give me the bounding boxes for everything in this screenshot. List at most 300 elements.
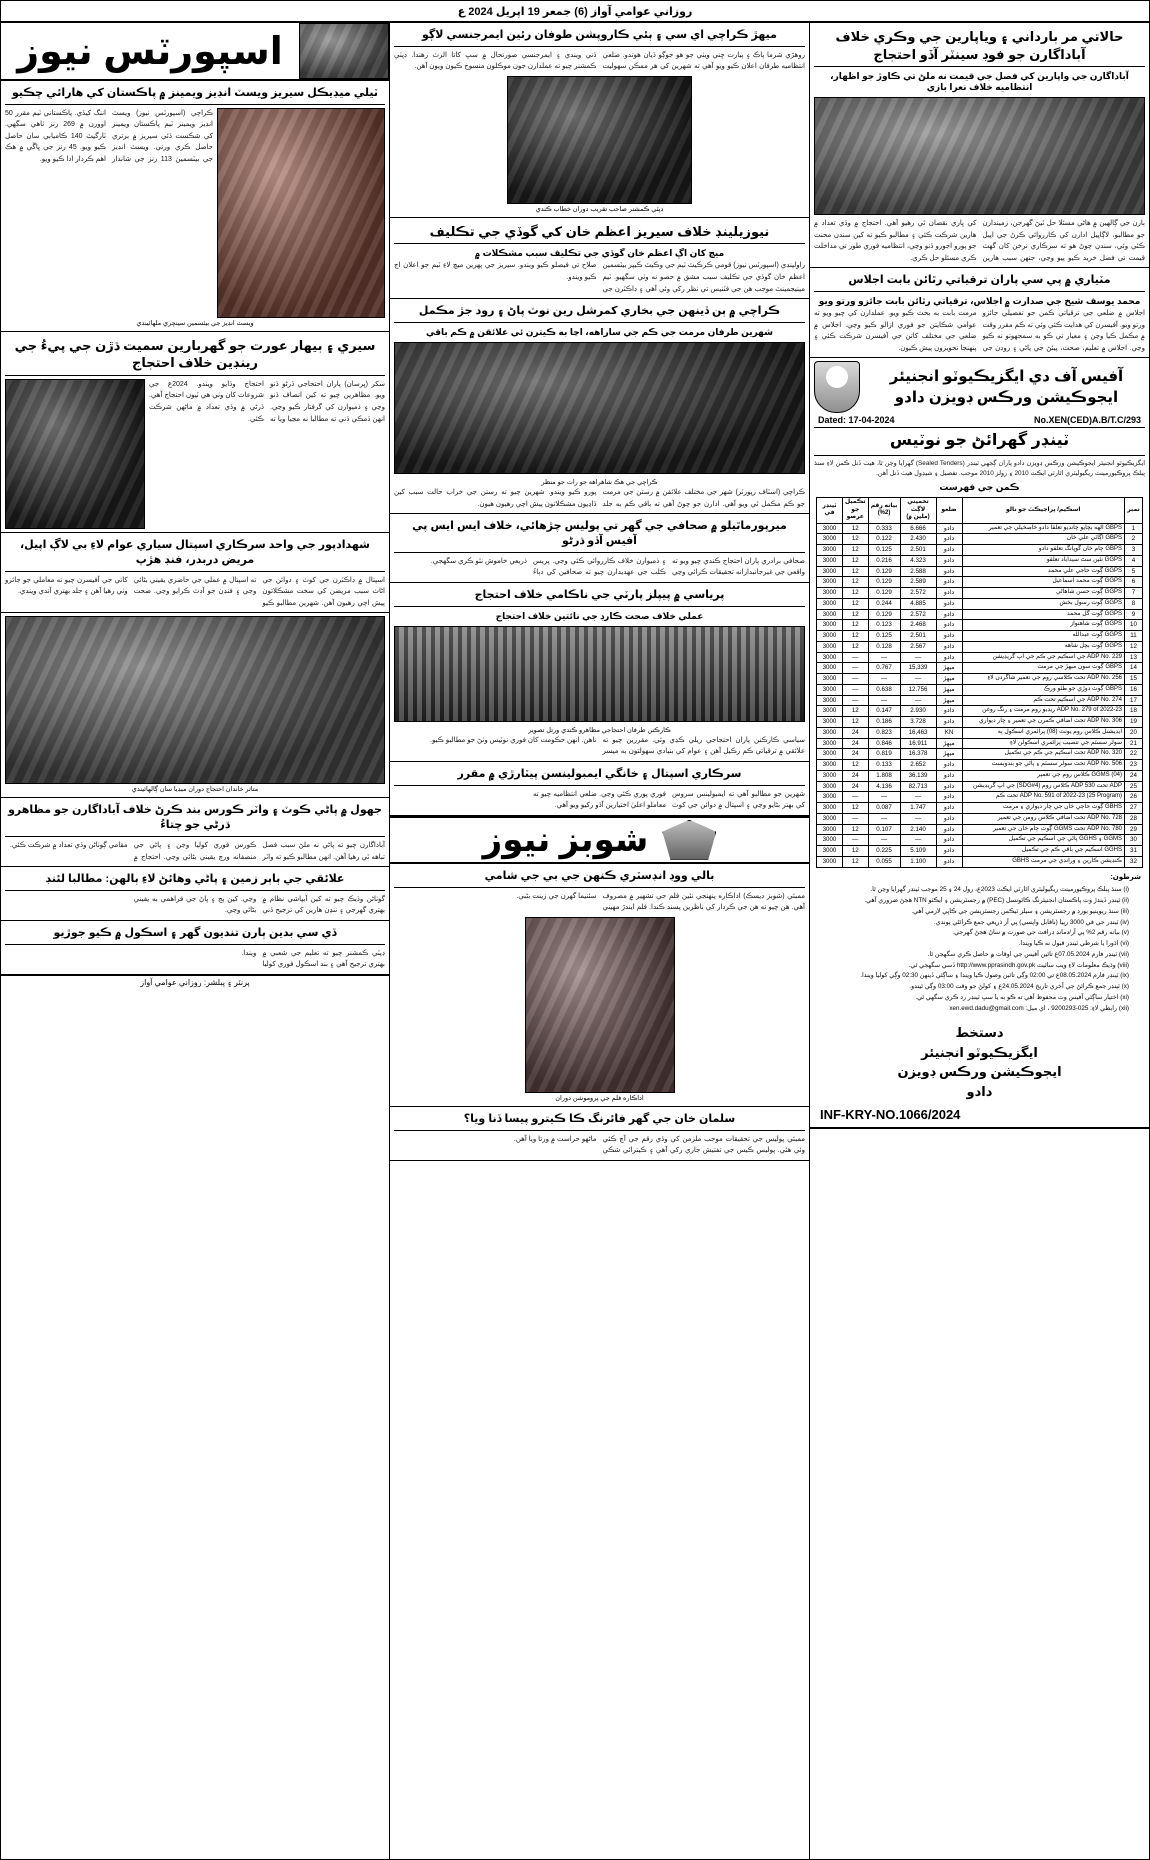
table-cell: دادو [936,588,962,599]
sports-banner-photo [299,23,389,79]
column-left [1,23,389,1859]
table-cell: 12 [843,641,869,652]
table-cell: ميهڙ [936,738,962,749]
table-cell: دادو [936,792,962,803]
table-cell: 1.747 [900,803,936,814]
table-cell: 0.638 [868,684,900,695]
table-cell: دادو [936,555,962,566]
table-cell: 12.756 [900,684,936,695]
table-cell: 12 [843,803,869,814]
table-cell: — [900,813,936,824]
lead-story [810,23,1149,268]
table-cell: 3000 [817,835,843,846]
table-row [817,738,1143,749]
sports5-headline: علائقي جي ٻاٻر زمين ۽ پاڻي وهائڻ لاءِ ٻالهن: مطالبا لئنڊ [5,870,385,891]
table-cell: 3000 [817,523,843,534]
table-cell: 0.129 [868,609,900,620]
sports6-headline: ڏي سي بدين ٻارن تنديون گهر ۽ اسڪول ۾ ڪيو جوڙيو [5,924,385,945]
table-cell: 0.244 [868,598,900,609]
table-cell: 5.109 [900,846,936,857]
table-cell: GGPS ڳوٺ حاجي علي محمد [962,566,1124,577]
table-cell: — [868,835,900,846]
term-item: (ix) ٽينڊر فارم 08.05.2024ع تي 02:00 وڳي تائين وصول ڪيا ويندا ۽ ساڳئي ڏينهن 02:30 وڳي کوليا ويندا. [860,972,1129,980]
lead-photo [814,97,1145,215]
table-cell: 3 [1125,545,1143,556]
table-cell: ADP No. 728 تحت اضافي ڪلاس رومن جي تعمير [962,813,1124,824]
sports-story-3 [1,533,389,613]
table-row [817,555,1143,566]
table-cell: 12 [843,760,869,771]
table-cell: — [868,674,900,685]
table-cell: 24 [1125,770,1143,781]
table-cell: 12 [843,856,869,867]
table-cell: — [843,695,869,706]
table-cell: 12 [843,620,869,631]
sports-story-5 [1,867,389,921]
player-photo [5,379,145,529]
table-cell: 1.100 [900,856,936,867]
table-cell: 4.136 [868,781,900,792]
table-cell: ADP No. 306 تحت اضافي ڪمرن جي تعمير ۽ چار ديواري [962,717,1124,728]
table-row [817,813,1143,824]
table-cell: 16,463 [900,727,936,738]
showbiz-story-2 [390,1107,809,1161]
showbiz-body-2: ممبئي پوليس جي تحقيقات موجب ملزمن کي وڏي رقم جي آڇ ڪئي وئي هئي. پوليس ڪيس جي تفتيش جاري رکي آهي ۽ ڪيترائي شڪي ماڻهو حراست ۾ ورتا ويا آهن. [513,1135,805,1155]
table-cell: 23 [1125,760,1143,771]
table-row [817,717,1143,728]
th-fee: ٽينڊر في [817,498,843,524]
table-cell: 0.147 [868,706,900,717]
table-cell: 3000 [817,770,843,781]
table-cell: 3000 [817,684,843,695]
table-cell: 2.430 [900,534,936,545]
table-cell: 3000 [817,588,843,599]
family-photo [5,616,385,784]
table-cell: — [868,792,900,803]
table-cell: ADP No. 279 of 2022-23 ريڊيو روم مرمت ۽ رنگ روغن [962,706,1124,717]
table-cell: 2.652 [900,760,936,771]
table-cell: GBHS ڳوٺ حاجي خان جي چار ديواري ۽ مرمت [962,803,1124,814]
table-cell: 12 [843,609,869,620]
table-row [817,727,1143,738]
table-row [817,824,1143,835]
table-row [817,674,1143,685]
table-cell: — [843,663,869,674]
masthead [1,1,1149,23]
sports-banner [1,23,389,81]
showbiz-logo-icon [662,820,716,860]
table-cell: GGPS ڳوٺ محمد اسماعيل [962,577,1124,588]
table-cell: 3000 [817,813,843,824]
sports5-body: گوٺاڻن وڌيڪ چيو ته کين آبپاشي نظام ۾ بهتري گهرجي ۽ ننڍن هارين کي ترجيح ڏني وڃي. کين ٻج ۽ ڀاڻ جي فراهمي به يقيني بڻائي وڃي. [133,895,385,915]
table-cell: — [843,835,869,846]
table-cell: 2.572 [900,588,936,599]
sports-story-2 [1,332,389,533]
table-cell: GBPS ڳوٺ دوڙي جو طئو ورڪ [962,684,1124,695]
table-cell: 2.567 [900,641,936,652]
terms-title: شرطون: [1110,873,1141,881]
actress-photo [525,917,675,1093]
table-cell: دادو [936,856,962,867]
table-cell: 3000 [817,856,843,867]
table-row [817,770,1143,781]
signature-line2: ايگزيڪيوٽو انجنيئر [921,1044,1038,1060]
table-cell: 0.186 [868,717,900,728]
table-cell: 24 [843,727,869,738]
sports-banner-title: اسپورٽس نيوز [17,30,283,73]
table-cell: 3000 [817,534,843,545]
table-cell: 12 [843,824,869,835]
family-caption: متاثر خاندان احتجاج دوران ميڊيا سان ڳالهائيندي [131,786,259,794]
table-cell: — [900,695,936,706]
table-row [817,846,1143,857]
table-cell: GBPS ڳوٺ سون ميهڙ جي مرمت [962,663,1124,674]
table-row [817,835,1143,846]
table-cell: 13 [1125,652,1143,663]
notice-ref-row [814,413,1145,427]
table-cell: 2.468 [900,620,936,631]
mid-section4-headline: ميرپورماٿيلو ۾ صحافي جي گهر تي پوليس چڙهائي، خلاف ايس ايس پي آفيس آڏو ڌرڻو [394,517,805,553]
table-cell: 4 [1125,555,1143,566]
table-cell: 2.140 [900,824,936,835]
table-row [817,684,1143,695]
table-cell: 22 [1125,749,1143,760]
masthead-text: روزاني عوامي آواز (6) جمعر 19 اپريل 2024 ع [457,5,693,18]
table-cell: 5 [1125,566,1143,577]
mid-section6-body: شهرين جو مطالبو آهي ته ايمبولينس سروس کي بهتر بڻايو وڃي ۽ اسپتال ۾ دوائن جي کوٽ فوري پوري ڪئي وڃي. ضلعي انتظاميه چيو ته معاملو اعليٰ اختيارين آڏو رکيو ويو آهي. [533,790,805,810]
table-cell: 1.808 [868,770,900,781]
mid-section6-headline: سرڪاري اسپتال ۽ خانگي ايمبولينسن پيٽارڙي ۾ مقرر [394,765,805,786]
table-row [817,652,1143,663]
table-cell: 24 [843,770,869,781]
table-cell: 12 [843,631,869,642]
table-row [817,598,1143,609]
showbiz-story-1 [390,864,809,1107]
table-cell: 0.846 [868,738,900,749]
table-cell: دادو [936,835,962,846]
table-cell: دادو [936,803,962,814]
table-cell: 2.930 [900,706,936,717]
table-cell: 0.125 [868,545,900,556]
table-cell: — [900,792,936,803]
table-row [817,534,1143,545]
table-cell: 12 [1125,641,1143,652]
table-row [817,749,1143,760]
table-cell: 3000 [817,717,843,728]
table-cell: 3000 [817,781,843,792]
table-cell: دادو [936,631,962,642]
table-cell: 12 [843,534,869,545]
table-cell: 3000 [817,738,843,749]
table-cell: ميهڙ [936,749,962,760]
sports-body: ڪراچي (اسپورٽس نيوز) ويسٽ انڊيز ويمينز ٽيم پاڪستان ويمينز کي شڪست ڏئي سيريز ۾ برتري حاصل ڪري ورتي. ويسٽ انڊيز جي بيٽسمين 113 رنز جي شاندار اننگ کيڏي. پاڪستاني ٽيم مقرر 50 اوورن ۾ 269 رنز ٺاهي سگهي. ٽارگيٽ 140 ڪاميابي سان حاصل ڪيو ويو. 45 رنز جي ڀاڱي ۾ هڪ اهم ڪردار ادا ڪيو ويو. [5,109,213,164]
th-scheme: اسڪيم/ پراجيڪٽ جو نالو [962,498,1124,524]
table-row [817,566,1143,577]
table-cell: 3000 [817,652,843,663]
table-cell: 3000 [817,620,843,631]
table-cell: 3000 [817,577,843,588]
term-item: (xii) رابطي لاءِ: 025-9200293 ، اي ميل: xen.ewd.dadu@gmail.com [949,1004,1129,1012]
table-cell: 3000 [817,803,843,814]
mid-section5-headline: پرياسي ۾ پيپلز پارٽي جي ناڪامي خلاف احتجاج [394,586,805,607]
sports-story-4 [1,798,389,867]
table-cell: 3000 [817,760,843,771]
table-cell: 0.133 [868,760,900,771]
table-cell: GGMS ۽ GGHS پاڻي جي اسڪيم جي تڪميل [962,835,1124,846]
term-item: (xi) اختيار ساڳئي آفيس وٽ محفوظ آهي ته ڪو به يا سڀ ٽينڊر رد ڪري سگهي ٿي. [915,993,1129,1001]
term-item: (vii) ٽينڊر فارم 07.05.2024ع تائين آفيس جي اوقات ۾ حاصل ڪري سگهجن ٿا. [927,950,1129,958]
mid-top-kicker: ميهڙ ڪراچي اي سي ۽ ٻئي ڪاروپشن طوفان رئين ايمرجنسي لاڳو [394,26,805,47]
table-cell: دادو [936,846,962,857]
table-cell: 0.333 [868,523,900,534]
sports3-body-top: اسپتال ۾ ڊاڪٽرن جي کوٽ ۽ دوائن جي اڻاٺ سبب مريضن کي سخت مشڪلاتون پيش اچي رهيون آهن. شهرين مطالبو ڪيو ته اسپتال ۾ عملي جي حاضري يقيني بڻائي وڃي ۽ فنڊن جو آڊٽ ڪرايو وڃي. صحت کاتي جي آفيسرن چيو ته معاملي جو جائزو وٺي رهيا آهن ۽ جلد بهتري آندي ويندي. [5,576,385,607]
table-row [817,706,1143,717]
table-cell: 3.728 [900,717,936,728]
table-cell: — [843,652,869,663]
table-cell: سولر سسٽم جي تنصيب پرائمري اسڪولن لاءِ [962,738,1124,749]
table-cell: 31 [1125,846,1143,857]
table-cell: 2.501 [900,545,936,556]
second-headline: مٽياري ۾ پي سي پاران ترقياتي رٿائن بابت اجلاس [814,271,1145,292]
term-item: (v) بيانه رقم 2% پي آر/ڊمانڊ ڊرافٽ جي صورت ۾ ساڻ هجڻ گهرجي. [952,929,1129,937]
table-cell: 0.087 [868,803,900,814]
table-cell: ADP تحت ADP 530 ڪلاس روم (SDG#4) جي اپ گريڊيشن [962,781,1124,792]
table-row [817,856,1143,867]
table-row [817,695,1143,706]
table-cell: GGPS ڳوٺ حسن شاهاڻي [962,588,1124,599]
table-cell: دادو [936,577,962,588]
lead-body: ٻارن جي ڳالهين ۾ هاڻي مسئلا حل ٿيڻ گهرجن، زميندارن جو مطالبو، لاڳاپيل ادارن کي ڪارروائي ڪرڻ جي اپيل ڪئي وئي، سندن چوڻ هو ته سرڪاري نرخن کان گهٽ قيمت تي فصل خريد ڪيو پيو وڃي، جنهن سبب هارين کي ڀاري نقصان ٿي رهيو آهي. احتجاج ۾ وڏي تعداد ۾ هارين شرڪت ڪئي ۽ مطالبو ڪيو ته کين سندن محنت جو پورو اجورو ڏنو وڃي، انتظاميه فوري طور تي مداخلت ڪري مسئلو حل ڪري. [814,220,1145,262]
table-cell: 3000 [817,566,843,577]
table-row [817,781,1143,792]
term-item: (ii) ٽينڊر ڏيندڙ وٽ پاڪستان انجنيئرنگ ڪائونسل (PEC) ۾ رجسٽريشن ۽ ايڪٽو NTN هجڻ ضروري آهي. [864,897,1129,905]
night-street-photo [394,342,805,474]
mid-top-body: روهڙي شرما پاڪ ۽ ٻيارت ڇني ويٺي جو هو جوڳو ڌيان هوندو. ضلعي انتظاميه طرفان اعلان ڪيو ويو آهي ته شهرين کي هر ممڪن سهوليت ڏني ويندي ۽ ايمرجنسي صورتحال ۾ سڀ کاتا الرٽ رهندا. ڊپٽي ڪمشنر چيو ته عملدارن جون موڪلون منسوخ ڪيون ويون آهن. [394,51,805,71]
table-cell: ADP No. 780 تحت GGMS ڳوٺ ڄام خان جي تعمير [962,824,1124,835]
sports6-body: ڊپٽي ڪمشنر چيو ته تعليم جي شعبي ۾ بهتري ترجيح آهي ۽ بند اسڪول فوري کوليا ويندا. [241,949,385,969]
table-cell: 24 [843,749,869,760]
showbiz-title: شوبز نيوز [482,820,649,859]
signature-line3: ايجوڪيشن ورڪس ڊويزن [897,1064,1062,1080]
table-cell: ADP No. 274 جي اسڪيم تحت ڪم [962,695,1124,706]
table-cell: 21 [1125,738,1143,749]
showbiz-headline-2: سلمان خان جي گهر فائرنگ ڪا ڪيترو پيسا ڏنا ويا؟ [394,1110,805,1131]
sports4-headline: جهول ۾ پاڻي ڪوٽ ۽ واٽر ڪورس بند ڪرڻ خلاف آباداگارن جو مظاهرو ڌرڻي جو چتاءُ [5,801,385,837]
table-cell: 4.323 [900,555,936,566]
table-row [817,609,1143,620]
table-cell: 3000 [817,631,843,642]
mid-section-4 [390,514,809,583]
table-cell: 3000 [817,824,843,835]
mid-section-3 [390,299,809,514]
sports4-body: آباداگارن چيو ته پاڻي نه ملڻ سبب فصل تباهه ٿي رهيا آهن. انهن مطالبو ڪيو ته واٽر ڪورس فوري کوليا وڃن ۽ پاڻي جي منصفانه ورڇ يقيني بڻائي وڃي. احتجاج ۾ مقامي ڳوٺاڻن وڏي تعداد ۾ شرڪت ڪئي. [9,841,385,861]
table-cell: ايڊيشنل ڪلاس روم يونٽ (08) پرائمري اسڪول ٻه [962,727,1124,738]
table-cell: دادو [936,641,962,652]
table-cell: — [843,684,869,695]
signature-line1: دستخط [955,1025,1004,1041]
sports2-body: سکر (ڀرسان) پاران احتجاجي ڌرڻو ڏنو ويو. مظاهرين چيو ته کين انصاف ڏنو وڃي ۽ ذميوارن کي گرفتار ڪيو وڃي. انهن ڌمڪي ڏني ته مطالبا نه مڃيا ويا ته احتجاج وڌايو ويندو. 2024ع جي شروعات کان وٺي هي ٽيون احتجاج آهي. ڌرڻي ۾ وڏي تعداد ۾ ماڻهن شرڪت ڪئي. [149,380,385,423]
page-body [1,23,1149,1859]
table-cell: 19 [1125,717,1143,728]
showbiz-headline-1: بالي ووڊ انڊسٽري ڪنهن جي بي جي شامي [394,867,805,888]
second-story [810,268,1149,358]
table-cell: GGPS نئين سٿ سيدآباد تعلقو [962,555,1124,566]
table-cell: ADP No. 591 of 2022-23 (25 Program) تحت ڪم [962,792,1124,803]
table-cell: 3000 [817,609,843,620]
table-cell: 0.128 [868,641,900,652]
tender-terms [814,870,1145,1018]
table-cell: — [868,813,900,824]
table-cell: دادو [936,534,962,545]
signature-line4: دادو [966,1083,993,1099]
term-item: (iii) سنڌ ريوينيو بورڊ ۾ رجسٽريشن ۽ سيلز ٽيڪس رجسٽريشن جي ڪاپي لازمي آهي. [911,907,1129,915]
table-cell: 0.123 [868,620,900,631]
table-cell: دادو [936,620,962,631]
table-cell: 0.819 [868,749,900,760]
tender-title: ٽينڊر گهرائڻ جو نوٽيس [814,427,1145,456]
sports2-headline: سيري ۽ بيهار عورت جو گهربارين سميت ڌڙن جي پيءُ جي رينڊين خلاف احتجاج [5,335,385,376]
protest-photo [394,626,805,722]
table-cell: — [868,652,900,663]
table-cell: GGHS اسڪيم جي باقي ڪم جي تڪميل [962,846,1124,857]
table-cell: 6 [1125,577,1143,588]
table-cell: — [843,792,869,803]
table-cell: دادو [936,523,962,534]
table-cell: 3000 [817,674,843,685]
table-cell: ميهڙ [936,684,962,695]
th-district: ضلعو [936,498,962,524]
sports-headline: ٽيلي ميڊيڪل سيريز ويسٽ انڊيز ويمينز ۾ پاڪستان کي هارائي چڪيو [5,84,385,105]
table-cell: 12 [843,846,869,857]
table-cell: 16 [1125,684,1143,695]
table-cell: ADP No. 320 تحت اسڪيم جي ڪم جي تڪميل [962,749,1124,760]
protest-caption: ڪارڪنن طرفان احتجاجي مظاهرو ڪندي ورتل تصوير [528,726,671,734]
table-cell: GGPS ڳوٺ شاهنواز [962,620,1124,631]
th-period: تڪميل جو عرصو [843,498,869,524]
table-cell: 3000 [817,641,843,652]
table-cell: 3000 [817,706,843,717]
table-cell: 9 [1125,609,1143,620]
portrait-caption: ڊپٽي ڪمشنر صاحب تقريب دوران خطاب ڪندي [535,205,664,213]
table-cell: 18 [1125,706,1143,717]
tender-table-header-row [817,498,1143,524]
terms-list [818,885,1141,1013]
table-cell: 0.225 [868,846,900,857]
table-cell: 3000 [817,727,843,738]
tender-table-wrap [814,495,1145,870]
table-row [817,663,1143,674]
table-cell: 12 [843,577,869,588]
table-cell: دادو [936,566,962,577]
table-cell: 3000 [817,545,843,556]
table-cell: 28 [1125,813,1143,824]
tender-table-caption: ڪمن جي فهرست [939,482,1020,493]
column-middle [389,23,809,1859]
second-body: اجلاس ۾ ضلعي جي ترقياتي ڪمن جو تفصيلي جائزو ورتو ويو. آفيسرن کي هدايت ڪئي وئي ته ڪم مقرر وقت ۾ مڪمل ڪيا وڃن ۽ معيار تي ڪو به سمجهوتو نه ڪيو وڃي. اجلاس ۾ تعليم، صحت، پيئڻ جي پاڻي ۽ روڊن جي مرمت بابت به بحث ڪيو ويو. عملدارن کي چيو ويو ته عوامي شڪايتن جو فوري ازالو ڪيو وڃي. اجلاس ۾ ضلعي جي مختلف کاتن جي آفيسرن شرڪت ڪئي ۽ پنهنجا تجويزون پيش ڪيون. [814,310,1145,352]
table-cell: — [900,674,936,685]
mid-section2-body: راولپنڊي (اسپورٽس نيوز) قومي ڪرڪيٽ ٽيم جي وڪيٽ ڪيپر بيٽسمين اعظم خان گوڏي جي تڪليف سبب مشق ۾ حصو نه وٺي سگهيو. ٽيم مينيجمينٽ موجب هن جي فٽنيس تي نظر رکي وئي آهي ۽ ڊاڪٽرن جي صلاح تي فيصلو ڪيو ويندو. سيريز جي پهرين ميچ لاءِ ٽيم جو اعلان اڄ ڪيو ويندو. [394,262,805,293]
table-cell: 10 [1125,620,1143,631]
table-cell: 29 [1125,824,1143,835]
table-cell: — [843,813,869,824]
mid-section-5 [390,583,809,762]
table-cell: — [900,652,936,663]
inf-number: INF-KRY-NO.1066/2024 [820,1107,961,1123]
family-photo-block [1,613,389,798]
table-cell: 3000 [817,792,843,803]
th-sno: نمبر [1125,498,1143,524]
table-cell: 12 [843,717,869,728]
table-cell: GGPS ڳوٺ گل محمد [962,609,1124,620]
table-cell: 12 [843,598,869,609]
tender-table-body [817,523,1143,867]
tender-table [816,497,1143,868]
column-right [809,23,1149,1859]
table-cell: دادو [936,545,962,556]
table-cell: 26 [1125,792,1143,803]
table-cell: GGMS (04) ڪلاس روم جي تعمير [962,770,1124,781]
table-cell: 32 [1125,856,1143,867]
cricket-photo [217,108,385,318]
mid-section2-headline: نيوزيلينڊ خلاف سيريز اعظم خان کي گوڏي جي تڪليف [394,221,805,245]
table-cell: — [900,835,936,846]
table-cell: 17 [1125,695,1143,706]
table-cell: 0.129 [868,588,900,599]
table-cell: 0.216 [868,555,900,566]
th-cost: تخميني لاڳت (ملين ۾) [900,498,936,524]
table-cell: 12 [843,545,869,556]
lead-subhead: آباداگارن جي واپارين کي فصل جي قيمت نه ملڻ تي ڪاوڙ جو اظهار، انتظاميه خلاف نعرا بازي [830,71,1129,93]
table-cell: 3000 [817,749,843,760]
notice-number: No.XEN(CED)A.B/T.C/293 [1033,415,1141,426]
table-cell: 2.589 [900,577,936,588]
government-emblem-icon [814,361,860,413]
table-cell: 82.713 [900,781,936,792]
mid-section5-subhead: عملي خلاف صحت ڪارڊ جي نائتين خلاف احتجاج [495,610,704,621]
table-cell: — [868,695,900,706]
table-cell: 36.139 [900,770,936,781]
table-cell: 24 [843,738,869,749]
table-cell: 12 [843,566,869,577]
table-cell: 16.378 [900,749,936,760]
mid-section3-body: ڪراچي (اسٽاف رپورٽر) شهر جي مختلف علائقن ۾ رستن جي مرمت جو ڪم مڪمل ٿي ويو آهي. ادارن جو چوڻ آهي ته باقي ڪم به جلد پورو ڪيو ويندو. شهرين چيو ته رستن جي خراب حالت سبب کين ڏاڍيون مشڪلاتون پيش اچي رهيون هيون. [394,488,805,508]
table-cell: 25 [1125,781,1143,792]
table-cell: 2 [1125,534,1143,545]
table-row [817,792,1143,803]
table-cell: ميهڙ [936,663,962,674]
notice-office-line1: آفيس آف دي ايگزيڪيوٽو انجنيئر [889,367,1124,385]
table-cell: 0.055 [868,856,900,867]
table-row [817,631,1143,642]
mid-section4-body: صحافي برادري پاران احتجاج ڪندي چيو ويو ته واقعي جي غيرجانبدارانه تحقيقات ڪرائي وڃي ۽ ذميوارن خلاف ڪارروائي ڪئي وڃي. پريس ڪلب جي عهديدارن چيو ته صحافين کي دٻاءُ ذريعي خاموش نٿو ڪري سگهجي. [430,557,805,577]
table-row [817,803,1143,814]
term-item: (vi) اڌورا يا شرطي ٽينڊر قبول نه ڪيا ويندا. [1018,940,1129,948]
table-cell: 3000 [817,663,843,674]
table-cell: 0.767 [868,663,900,674]
table-row [817,523,1143,534]
table-cell: 24 [843,781,869,792]
mid-section3-headline: ڪراچي ۾ ٻن ڏينهن جي بخاري کمرشل رين نوٽ پاڻ ۽ رود جڙ مڪمل [394,302,805,323]
table-cell: 12 [843,555,869,566]
showbiz-banner [390,816,809,864]
th-earnest: بيانه رقم (2%) [868,498,900,524]
table-cell: 15,339 [900,663,936,674]
table-cell: دادو [936,813,962,824]
table-cell: GBPS ڄام خان گوپانگ تعلقو دادو [962,545,1124,556]
table-cell: ADP No. 256 تحت ڪلاسي روم جي تعمير شاگردن لاءِ [962,674,1124,685]
table-cell: 16.911 [900,738,936,749]
table-cell: GGPS ڳوٺ رسول بخش [962,598,1124,609]
